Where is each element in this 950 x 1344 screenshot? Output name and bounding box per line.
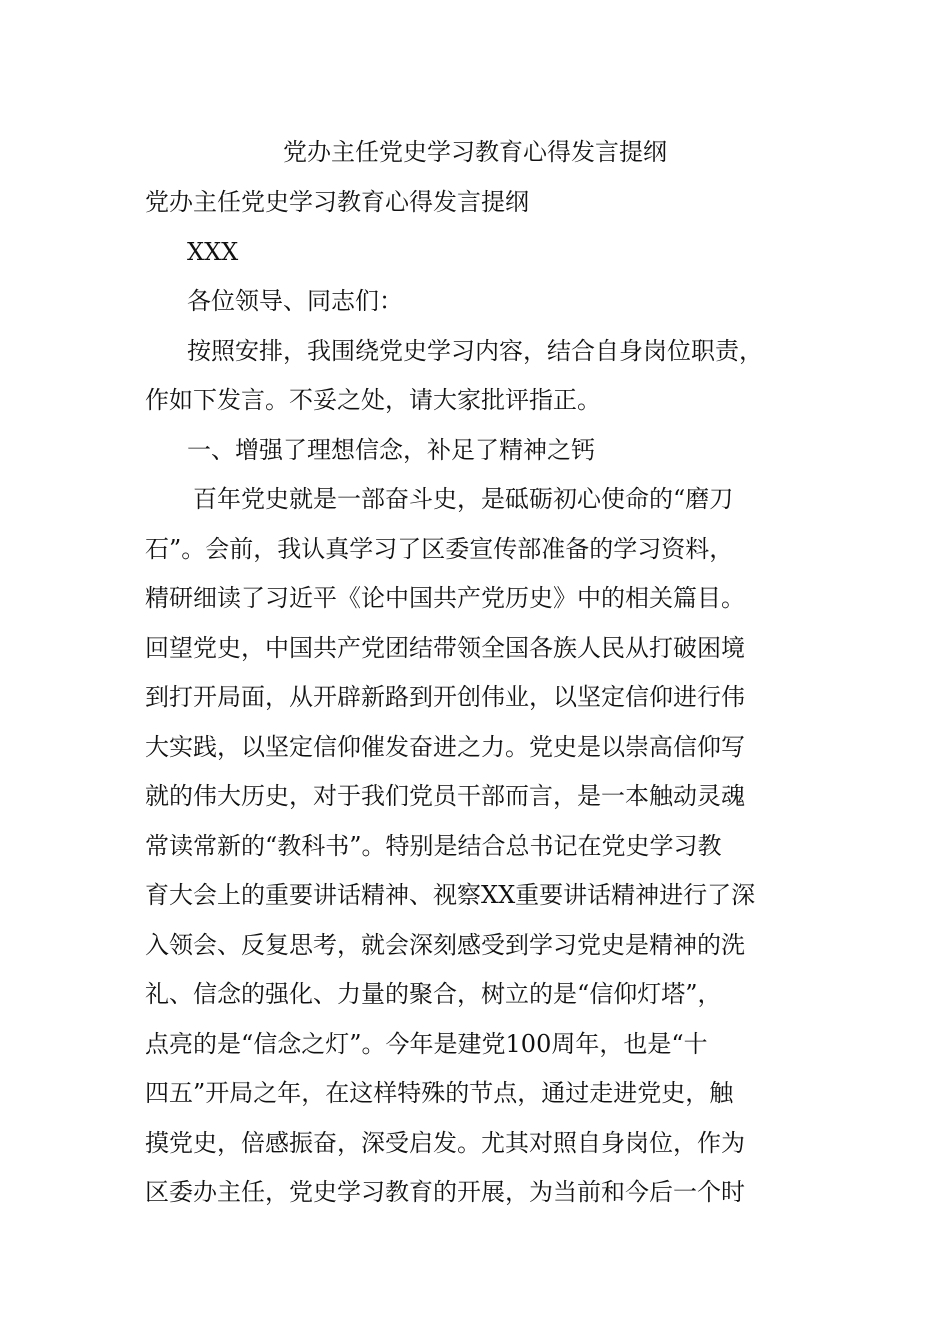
paragraph-line: 入领会、反复思考，就会深刻感受到学习党史是精神的洗 bbox=[145, 930, 745, 959]
paragraph-line: 区委办主任，党史学习教育的开展，为当前和今后一个时 bbox=[145, 1178, 745, 1206]
section-heading: 一、增强了理想信念，补足了精神之钙 bbox=[187, 435, 595, 464]
document-title: 党办主任党史学习教育心得发言提纲 bbox=[283, 138, 667, 166]
paragraph-line: 精研细读了习近平《论中国共产党历史》中的相关篇目。 bbox=[145, 584, 745, 612]
paragraph-line: 大实践，以坚定信仰催发奋进之力。党史是以崇高信仰写 bbox=[145, 732, 745, 761]
paragraph-line: 点亮的是“信念之灯”。今年是建党100周年，也是“十 bbox=[145, 1029, 708, 1058]
paragraph-line: 石”。会前，我认真学习了区委宣传部准备的学习资料， bbox=[145, 534, 734, 563]
document-body bbox=[145, 178, 815, 1218]
paragraph-line: 育大会上的重要讲话精神、视察XX重要讲话精神进行了深 bbox=[145, 881, 756, 909]
salutation: 各位领导、同志们： bbox=[187, 287, 403, 315]
paragraph-line: 礼、信念的强化、力量的聚合，树立的是“信仰灯塔”， bbox=[145, 980, 722, 1008]
document-subtitle: 党办主任党史学习教育心得发言提纲 bbox=[145, 188, 529, 216]
paragraph-line: 四五”开局之年，在这样特殊的节点，通过走进党史，触 bbox=[145, 1079, 734, 1107]
intro-line: 作如下发言。不妥之处，请大家批评指正。 bbox=[145, 386, 601, 414]
paragraph-line: 常读常新的“教科书”。特别是结合总书记在党史学习教 bbox=[145, 831, 722, 860]
paragraph-line: 摸党史，倍感振奋，深受启发。尤其对照自身岗位，作为 bbox=[145, 1128, 745, 1157]
paragraph-line: 回望党史，中国共产党团结带领全国各族人民从打破困境 bbox=[145, 633, 745, 662]
paragraph-line: 到打开局面，从开辟新路到开创伟业，以坚定信仰进行伟 bbox=[145, 683, 745, 711]
intro-line: 按照安排，我围绕党史学习内容，结合自身岗位职责， bbox=[187, 336, 763, 365]
paragraph-line: 百年党史就是一部奋斗史，是砥砺初心使命的“磨刀 bbox=[193, 485, 734, 513]
paragraph-line: 就的伟大历史，对于我们党员干部而言，是一本触动灵魂 bbox=[145, 782, 745, 810]
author-name: XXX bbox=[187, 237, 239, 266]
